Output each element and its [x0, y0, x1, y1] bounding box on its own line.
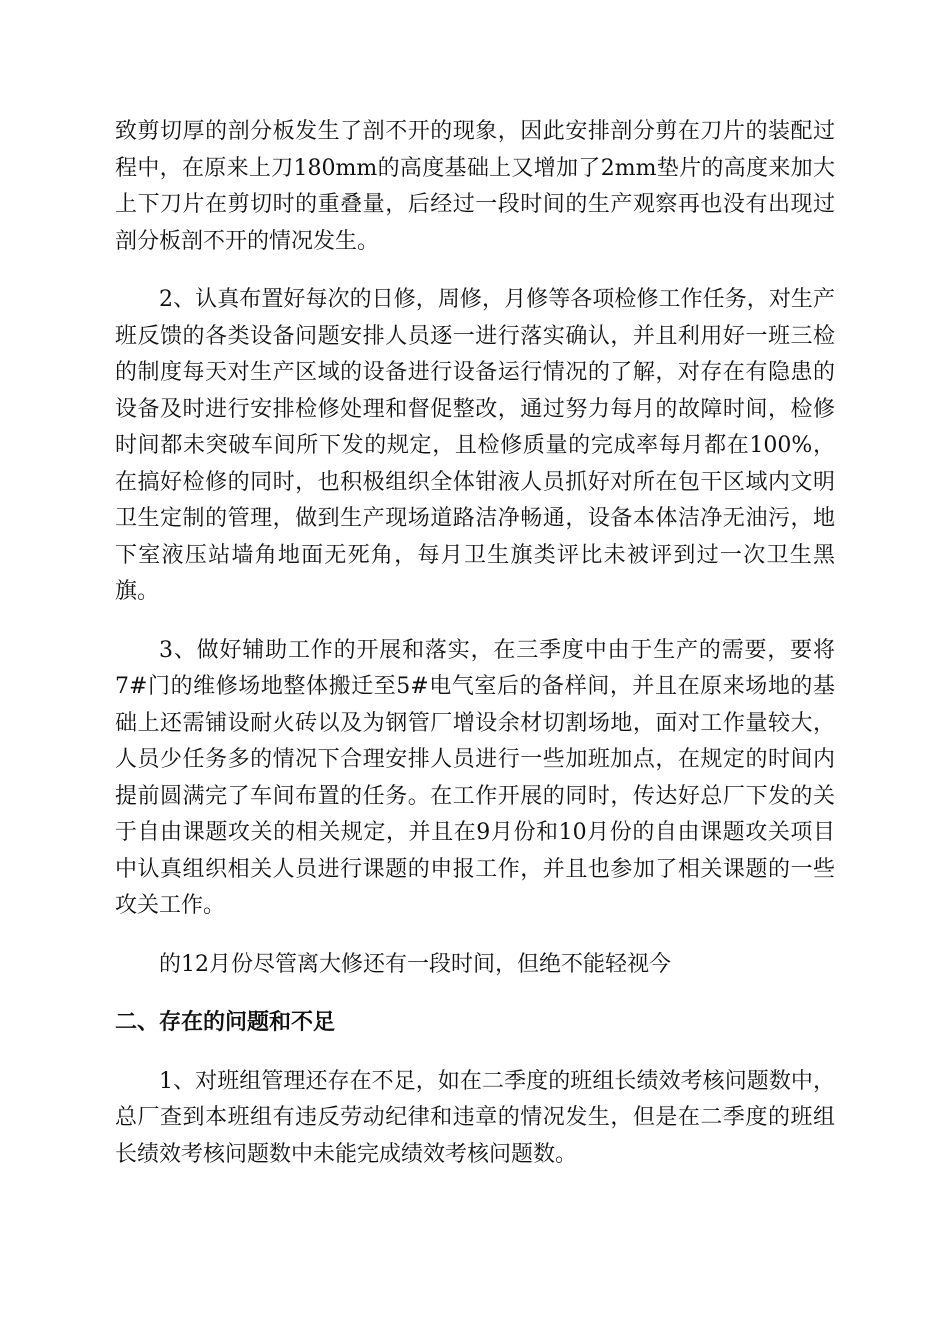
- section-heading: 二、存在的问题和不足: [115, 1010, 336, 1035]
- paragraph-item-3: 3、做好辅助工作的开展和落实，在三季度中由于生产的需要，要将7#门的维修场地整体搬迁至5#电气室后的备样间，并且在原来场地的基础上还需铺设耐火砖以及为钢管厂增设余材切割场地，面对工作量较大，人员少任务多的情况下合理安排人员进行一些加班加点，在规定的时间内提前圆满完了车间布置的任务。在工作开展的同时，传达好总厂下发的关于自由课题攻关的相关规定，并且在9月份和10月份的自由课题攻关项目中认真组织相关人员进行课题的申报工作，并且也参加了相关课题的一些攻关工作。: [115, 637, 835, 918]
- document-body: [115, 114, 835, 1173]
- paragraph-fragment: 的12月份尽管离大修还有一段时间，但绝不能轻视今: [159, 951, 671, 977]
- paragraph-item-2: 2、认真布置好每次的日修，周修，月修等各项检修工作任务，对生产班反馈的各类设备问题安排人员逐一进行落实确认，并且利用好一班三检的制度每天对生产区域的设备进行设备运行情况的了解，对存在有隐患的设备及时进行安排检修处理和督促整改，通过努力每月的故障时间，检修时间都未突破车间所下发的规定，且检修质量的完成率每月都在100%，在搞好检修的同时，也积极组织全体钳液人员抓好对所在包干区域内文明卫生定制的管理，做到生产现场道路洁净畅通，设备本体洁净无油污，地下室液压站墙角地面无死角，每月卫生旗类评比未被评到过一次卫生黑旗。: [115, 287, 835, 604]
- paragraph-issue-1: 1、对班组管理还存在不足，如在二季度的班组长绩效考核问题数中，总厂查到本班组有违反劳动纪律和违章的情况发生，但是在二季度的班组长绩效考核问题数中未能完成绩效考核问题数。: [115, 1068, 835, 1167]
- paragraph-intro: 致剪切厚的剖分板发生了剖不开的现象，因此安排剖分剪在刀片的装配过程中，在原来上刀180mm的高度基础上又增加了2mm垫片的高度来加大上下刀片在剪切时的重叠量，后经过一段时间的生产观察再也没有出现过剖分板剖不开的情况发生。: [115, 119, 835, 254]
